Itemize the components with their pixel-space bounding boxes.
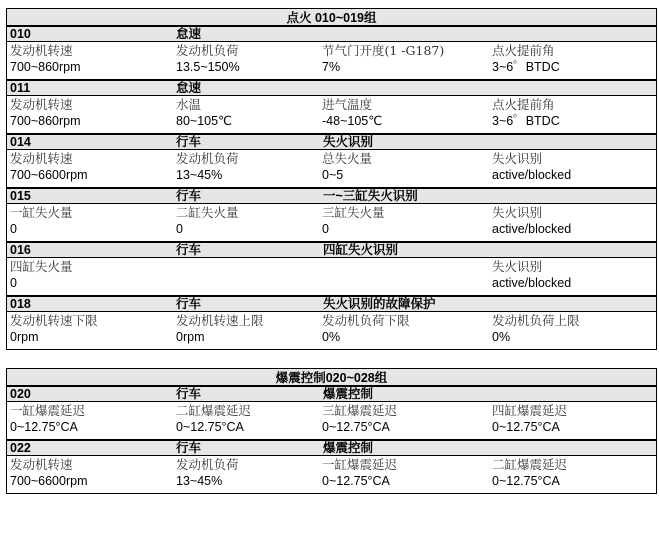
param-cell: [176, 312, 264, 346]
param-label: 三缸爆震延迟: [322, 403, 398, 418]
param-label: 发动机转速: [10, 43, 73, 58]
param-cell: [492, 312, 580, 346]
section-title: 爆震控制020~028组: [6, 368, 657, 386]
group-header: [6, 386, 657, 402]
param-value: -48~105℃: [322, 114, 383, 128]
param-cell: [10, 204, 73, 238]
param-label: 二缸失火量: [176, 205, 239, 220]
param-cell: [322, 96, 382, 130]
group-id: 014: [10, 135, 31, 149]
param-label: 发动机转速: [10, 457, 73, 472]
param-label: 四缸爆震延迟: [492, 403, 568, 418]
param-label: 节气门开度(1 -G187): [322, 43, 445, 58]
group-header: [6, 440, 657, 456]
param-cell: [176, 456, 239, 490]
param-label: 失火识别: [492, 151, 543, 166]
group-header: [6, 242, 657, 258]
param-cell: [492, 42, 560, 76]
param-label: 失火识别: [492, 205, 543, 220]
group-mode: 行车: [176, 387, 202, 401]
param-value: 0rpm: [10, 330, 39, 344]
param-cell: [492, 96, 560, 130]
param-value: 0~12.75°CA: [176, 420, 244, 434]
param-cell: [10, 42, 81, 76]
group-mode: 行车: [176, 441, 202, 455]
group-values: [6, 312, 657, 350]
group-id: 010: [10, 27, 31, 41]
param-cell: [322, 150, 372, 184]
param-cell: [176, 150, 239, 184]
group-values: [6, 456, 657, 494]
group-values: [6, 42, 657, 80]
param-value: 7%: [322, 60, 341, 74]
group-id: 016: [10, 243, 31, 257]
param-value: 700~6600rpm: [10, 474, 88, 488]
param-label: 发动机负荷: [176, 43, 239, 58]
param-value: 700~6600rpm: [10, 168, 88, 182]
group-values: [6, 204, 657, 242]
param-label: 发动机转速: [10, 97, 73, 112]
group-values: [6, 258, 657, 296]
param-label: 点火提前角: [492, 43, 555, 58]
group-id: 015: [10, 189, 31, 203]
param-value: 0: [322, 222, 329, 236]
group-values: [6, 96, 657, 134]
section-spacer: [6, 350, 657, 368]
param-label: 进气温度: [322, 97, 373, 112]
group-id: 020: [10, 387, 31, 401]
section-title: 点火 010~019组: [6, 8, 657, 26]
param-label: 发动机负荷: [176, 151, 239, 166]
param-value: active/blocked: [492, 276, 572, 290]
group-mode: 怠速: [176, 81, 202, 95]
param-label: 发动机转速下限: [10, 313, 98, 328]
param-label: 发动机转速: [10, 151, 73, 166]
param-cell: [176, 96, 232, 130]
param-value: active/blocked: [492, 222, 572, 236]
param-value: 13~45%: [176, 474, 223, 488]
param-value: 13~45%: [176, 168, 223, 182]
param-cell: [322, 42, 444, 76]
param-cell: [176, 402, 251, 436]
param-label: 失火识别: [492, 259, 543, 274]
param-value: 0~12.75°CA: [492, 420, 560, 434]
param-cell: [322, 312, 410, 346]
param-label: 四缸失火量: [10, 259, 73, 274]
group-mode: 行车: [176, 189, 202, 203]
param-value: 700~860rpm: [10, 114, 81, 128]
param-value: 0%: [492, 330, 511, 344]
param-cell: [322, 204, 385, 238]
param-label: 二缸爆震延迟: [176, 403, 252, 418]
param-cell: [492, 204, 571, 238]
param-label: 发动机负荷: [176, 457, 239, 472]
param-cell: [492, 258, 571, 292]
param-value: 0: [10, 276, 17, 290]
param-cell: [10, 258, 73, 292]
param-label: 一缸失火量: [10, 205, 73, 220]
param-label: 三缸失火量: [322, 205, 385, 220]
param-value: 13.5~150%: [176, 60, 240, 74]
param-value: 0~5: [322, 168, 344, 182]
param-cell: [322, 456, 397, 490]
group-mode: 怠速: [176, 27, 202, 41]
group-desc: 四缸失火识别: [323, 243, 399, 257]
group-header: [6, 296, 657, 312]
param-value: 3~6゜BTDC: [492, 60, 560, 74]
param-cell: [176, 42, 240, 76]
param-cell: [10, 402, 85, 436]
group-values: [6, 150, 657, 188]
group-mode: 行车: [176, 243, 202, 257]
group-header: [6, 134, 657, 150]
group-desc: 爆震控制: [323, 387, 374, 401]
group-desc: 失火识别: [323, 135, 374, 149]
group-id: 018: [10, 297, 31, 311]
param-label: 二缸爆震延迟: [492, 457, 568, 472]
param-value: 3~6゜BTDC: [492, 114, 560, 128]
group-desc: 失火识别的故障保护: [323, 297, 436, 311]
param-value: active/blocked: [492, 168, 572, 182]
group-header: [6, 80, 657, 96]
param-value: 0~12.75°CA: [322, 474, 390, 488]
group-id: 022: [10, 441, 31, 455]
param-value: 80~105℃: [176, 114, 233, 128]
param-cell: [10, 312, 98, 346]
param-label: 水温: [176, 97, 202, 112]
param-label: 发动机转速上限: [176, 313, 264, 328]
group-desc: 爆震控制: [323, 441, 374, 455]
document: [6, 8, 657, 494]
param-cell: [10, 150, 88, 184]
param-cell: [10, 456, 88, 490]
param-value: 700~860rpm: [10, 60, 81, 74]
param-cell: [10, 96, 81, 130]
group-id: 011: [10, 81, 31, 95]
param-value: 0~12.75°CA: [322, 420, 390, 434]
param-label: 一缸爆震延迟: [322, 457, 398, 472]
param-value: 0: [176, 222, 183, 236]
param-cell: [492, 402, 567, 436]
param-cell: [322, 402, 397, 436]
group-mode: 行车: [176, 297, 202, 311]
group-values: [6, 402, 657, 440]
param-label: 总失火量: [322, 151, 373, 166]
param-value: 0~12.75°CA: [492, 474, 560, 488]
group-desc: 一~三缸失火识别: [323, 189, 418, 203]
param-value: 0: [10, 222, 17, 236]
param-cell: [492, 456, 567, 490]
group-header: [6, 188, 657, 204]
group-mode: 行车: [176, 135, 202, 149]
param-label: 发动机负荷上限: [492, 313, 580, 328]
param-cell: [492, 150, 571, 184]
param-label: 点火提前角: [492, 97, 555, 112]
param-label: 一缸爆震延迟: [10, 403, 86, 418]
param-label: 发动机负荷下限: [322, 313, 410, 328]
param-value: 0~12.75°CA: [10, 420, 78, 434]
param-value: 0rpm: [176, 330, 205, 344]
group-header: [6, 26, 657, 42]
param-cell: [176, 204, 239, 238]
param-value: 0%: [322, 330, 341, 344]
